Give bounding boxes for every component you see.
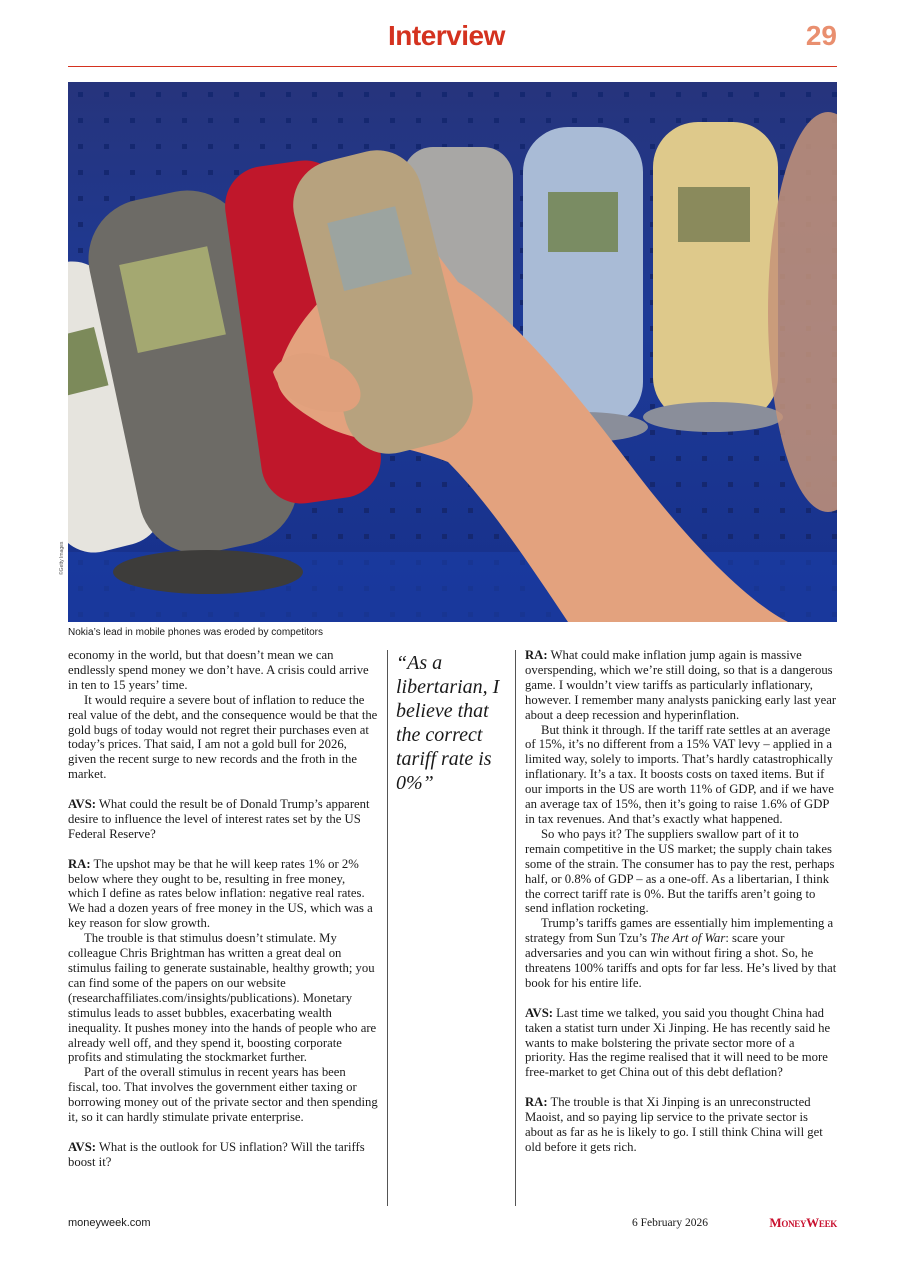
- page-number: 29: [805, 20, 837, 51]
- feature-photo: [68, 82, 837, 622]
- phone-yellow: [643, 122, 783, 432]
- photo-credit: ©Getty Images: [59, 541, 65, 575]
- header-divider: [68, 66, 837, 67]
- question-paragraph: AVS: What could the result be of Donald Trump’s apparent desire to influence the level of interest rates set by the US Federal Reserve?: [68, 797, 370, 841]
- section-title: Interview: [388, 20, 505, 51]
- pull-quote: “As a libertarian, I believe that the correct tariff rate is 0%”: [396, 652, 500, 794]
- speaker-label: RA:: [68, 856, 91, 871]
- paragraph: Trump’s tariffs games are essentially him implementing a strategy from Sun Tzu’s The Art of War: scare your adversaries and you can win without firing a shot. So, he threatens 100% tariffs and opts for far less. He’s lived by that book for his entire life.: [525, 916, 837, 990]
- speaker-label: RA:: [525, 648, 548, 662]
- speaker-label: RA:: [525, 1095, 548, 1110]
- speaker-label: AVS:: [68, 1139, 96, 1154]
- left-column: [68, 648, 378, 1170]
- right-column: [525, 648, 837, 1155]
- question-paragraph: AVS: What is the outlook for US inflation? Will the tariffs boost it?: [68, 1139, 365, 1169]
- question-paragraph: AVS: Last time we talked, you said you thought China had taken a statist turn under Xi Jinping. He has recently said he wants to make bolstering the private sector more of a priority. Has the regime realised that it will need to be more free-market to get China out of this debt deflation?: [525, 1005, 831, 1080]
- paragraph: Part of the overall stimulus in recent years has been fiscal, too. That involves the government either taxing or borrowing money out of the private sector and then spending it, so it can hardly stimulate private enterprise.: [68, 1065, 378, 1125]
- paragraph: It would require a severe bout of inflation to reduce the real value of the debt, and the consequence would be that the gold bugs of today would not regret their purchases even at today’s prices. That said, I am not a gold bull for 2026, given the recent surge to new records and the froth in the market.: [68, 692, 378, 782]
- speaker-label: AVS:: [525, 1005, 553, 1020]
- footer-brand-logo: MoneyWeek: [769, 1215, 837, 1230]
- paragraph: So who pays it? The suppliers swallow part of it to remain competitive in the US market; the supply chain takes some of the strain. The consumer has to pay the rest, perhaps half, or 0.8% of GDP – as a one-off. As a libertarian, I think the correct tariff rate is 0%. But the tariffs aren’t going to send inflation rocketing.: [525, 826, 835, 916]
- column-divider: [387, 650, 388, 1206]
- answer-paragraph: RA: The upshot may be that he will keep rates 1% or 2% below where they ought to be, resulting in free money, which I define as rates below inflation: negative real rates. We had a dozen years of free money in the US, which was a key reason for slow growth.: [68, 856, 373, 931]
- paragraph: But think it through. If the tariff rate settles at an average of 15%, it’s no different from a 15% VAT levy – applied in a limited way, solely to imports. That’s hardly catastrophically inflationary. It’s a tax. It boosts costs on taxed items. But if our imports in the US are worth 11% of GDP, and if we have an average tax of 15%, then it’s going to raise 1.6% of GDP in tax revenues. And that’s exactly what happened.: [525, 722, 834, 826]
- book-title: The Art of War: [650, 931, 726, 946]
- column-divider: [515, 650, 516, 1206]
- footer-website[interactable]: moneyweek.com: [68, 1217, 151, 1229]
- paragraph: economy in the world, but that doesn’t mean we can endlessly spend money we don’t have. A crisis could arrive in ten to 15 years’ time.: [68, 648, 369, 692]
- answer-paragraph: RA: What could make inflation jump again is massive overspending, which we’re still doing, so that is a dangerous game. I wouldn’t view tariffs as particularly inflationary, however. I remember many analysts panicking early last year about a deep recession and hyperinflation.: [525, 648, 837, 722]
- nokia-phones-illustration: [68, 82, 837, 622]
- answer-paragraph: RA: The trouble is that Xi Jinping is an unreconstructed Maoist, and so paying lip service to the private sector is about as far as he is likely to go. I still think China will get old before it gets rich.: [525, 1095, 823, 1154]
- footer-date: 6 February 2026: [632, 1217, 709, 1229]
- paragraph: The trouble is that stimulus doesn’t stimulate. My colleague Chris Brightman has written a great deal on stimulus failing to generate sustainable, healthy growth; you can find some of the papers on our website (researchaffiliates.com/insights/publications). Monetary stimulus leads to asset bubbles, exacerbating wealth inequality. It pushes money into the hands of people who are already well off, and they spend it, boosting corporate profits and stimulating the stockmarket further.: [68, 931, 377, 1065]
- speaker-label: AVS:: [68, 797, 96, 812]
- photo-caption: Nokia’s lead in mobile phones was eroded by competitors: [68, 627, 323, 638]
